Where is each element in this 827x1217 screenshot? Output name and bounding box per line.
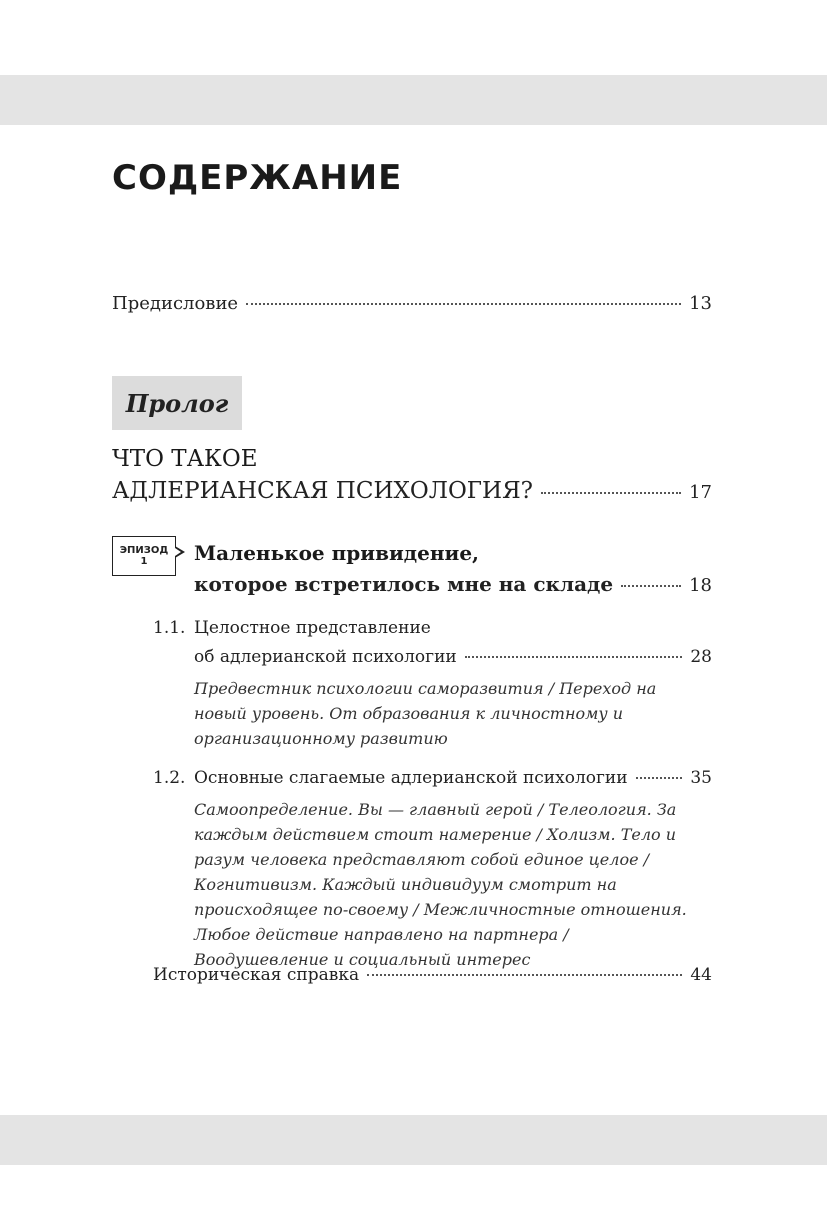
prolog-title-line2: АДЛЕРИАНСКАЯ ПСИХОЛОГИЯ? <box>112 478 533 504</box>
footer-band <box>0 1115 827 1165</box>
section-title-line1: Целостное представление <box>194 618 431 638</box>
episode-badge <box>112 536 176 576</box>
episode-title-line2: которое встретилось мне на складе <box>194 572 614 596</box>
episode-badge-number: 1 <box>140 556 148 567</box>
toc-page-number: 18 <box>689 575 712 596</box>
section-number: 1.2. <box>153 768 186 788</box>
section-number: 1.1. <box>153 618 186 638</box>
dot-leader <box>541 492 681 494</box>
episode-pointer-inner <box>175 548 181 556</box>
dot-leader <box>621 585 681 587</box>
dot-leader <box>465 656 683 658</box>
toc-entry-label: Историческая справка <box>153 965 360 985</box>
section-description: Самоопределение. Вы — главный герой / Телеология. За каждым действием стоит намерение / Холизм. Тело и разум человека представляют собой единое целое / Когнитивизм. Каждый индивидуум смотрит на происходящее по-своему / Межличностные отношения. Любое действие направлено на партнера / Воодушевление и социальный интерес <box>194 800 687 969</box>
toc-page-number: 35 <box>690 768 712 788</box>
dot-leader <box>246 303 681 305</box>
toc-entry-episode-1[interactable] <box>194 572 712 596</box>
prolog-label: Пролог <box>125 388 229 418</box>
episode-title-line1: Маленькое привидение, <box>194 541 480 565</box>
section-title: Основные слагаемые адлерианской психологии <box>194 768 628 788</box>
prolog-title-line1: ЧТО ТАКОЕ <box>112 446 258 472</box>
episode-badge-word: ЭПИЗОД <box>119 545 169 556</box>
toc-entry-label: Предисловие <box>112 293 239 314</box>
toc-entry-history[interactable] <box>153 965 712 985</box>
dot-leader <box>367 974 682 976</box>
toc-entry-preface[interactable] <box>112 293 712 314</box>
toc-page-number: 28 <box>690 647 712 667</box>
toc-page-number: 44 <box>690 965 712 985</box>
prolog-label-box <box>112 376 242 430</box>
page-title: СОДЕРЖАНИЕ <box>112 158 403 198</box>
section-description: Предвестник психологии саморазвития / Переход на новый уровень. От образования к личностному и организационному развитию <box>194 679 657 748</box>
toc-entry-section-1-1[interactable] <box>194 647 712 667</box>
toc-page-number: 13 <box>689 293 712 314</box>
toc-page-number: 17 <box>689 482 712 503</box>
header-band <box>0 75 827 125</box>
toc-entry-section-1-2[interactable] <box>194 768 712 788</box>
toc-entry-prolog[interactable] <box>112 478 712 504</box>
dot-leader <box>636 777 683 779</box>
section-title-line2: об адлерианской психологии <box>194 647 457 667</box>
